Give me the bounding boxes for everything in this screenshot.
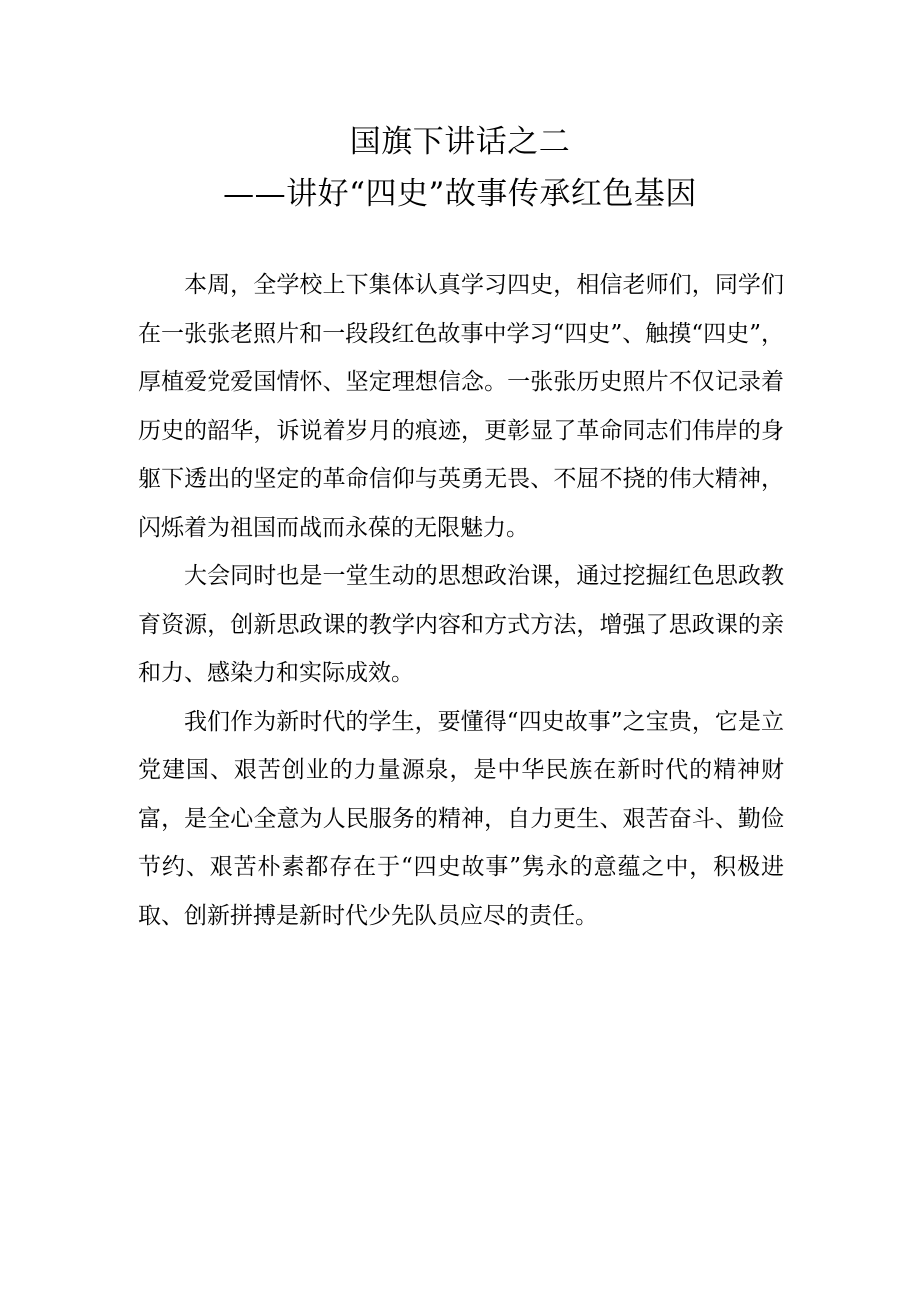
document-body xyxy=(138,261,784,940)
paragraph-2: 大会同时也是一堂生动的思想政治课，通过挖掘红色思政教育资源，创新思政课的教学内容和方式方法，增强了思政课的亲和力、感染力和实际成效。 xyxy=(138,563,784,686)
paragraph-1: 本周，全学校上下集体认真学习四史，相信老师们，同学们在一张张老照片和一段段红色故事中学习“四史”、触摸“四史”，厚植爱党爱国情怀、坚定理想信念。一张张历史照片不仅记录着历史的韶华，诉说着岁月的痕迹，更彰显了革命同志们伟岸的身躯下透出的坚定的革命信仰与英勇无畏、不屈不挠的伟大精神，闪烁着为祖国而战而永葆的无限魅力。 xyxy=(138,272,784,541)
paragraph-3: 我们作为新时代的学生，要懂得“四史故事”之宝贵，它是立党建国、艰苦创业的力量源泉，是中华民族在新时代的精神财富，是全心全意为人民服务的精神，自力更生、艰苦奋斗、勤俭节约、艰苦朴素都存在于“四史故事”隽永的意蕴之中，积极进取、创新拼搏是新时代少先队员应尽的责任。 xyxy=(138,708,784,929)
title-block xyxy=(0,118,920,218)
document-title: 国旗下讲话之二 xyxy=(349,124,571,160)
document-subtitle: ——讲好“四史”故事传承红色基因 xyxy=(223,176,697,212)
